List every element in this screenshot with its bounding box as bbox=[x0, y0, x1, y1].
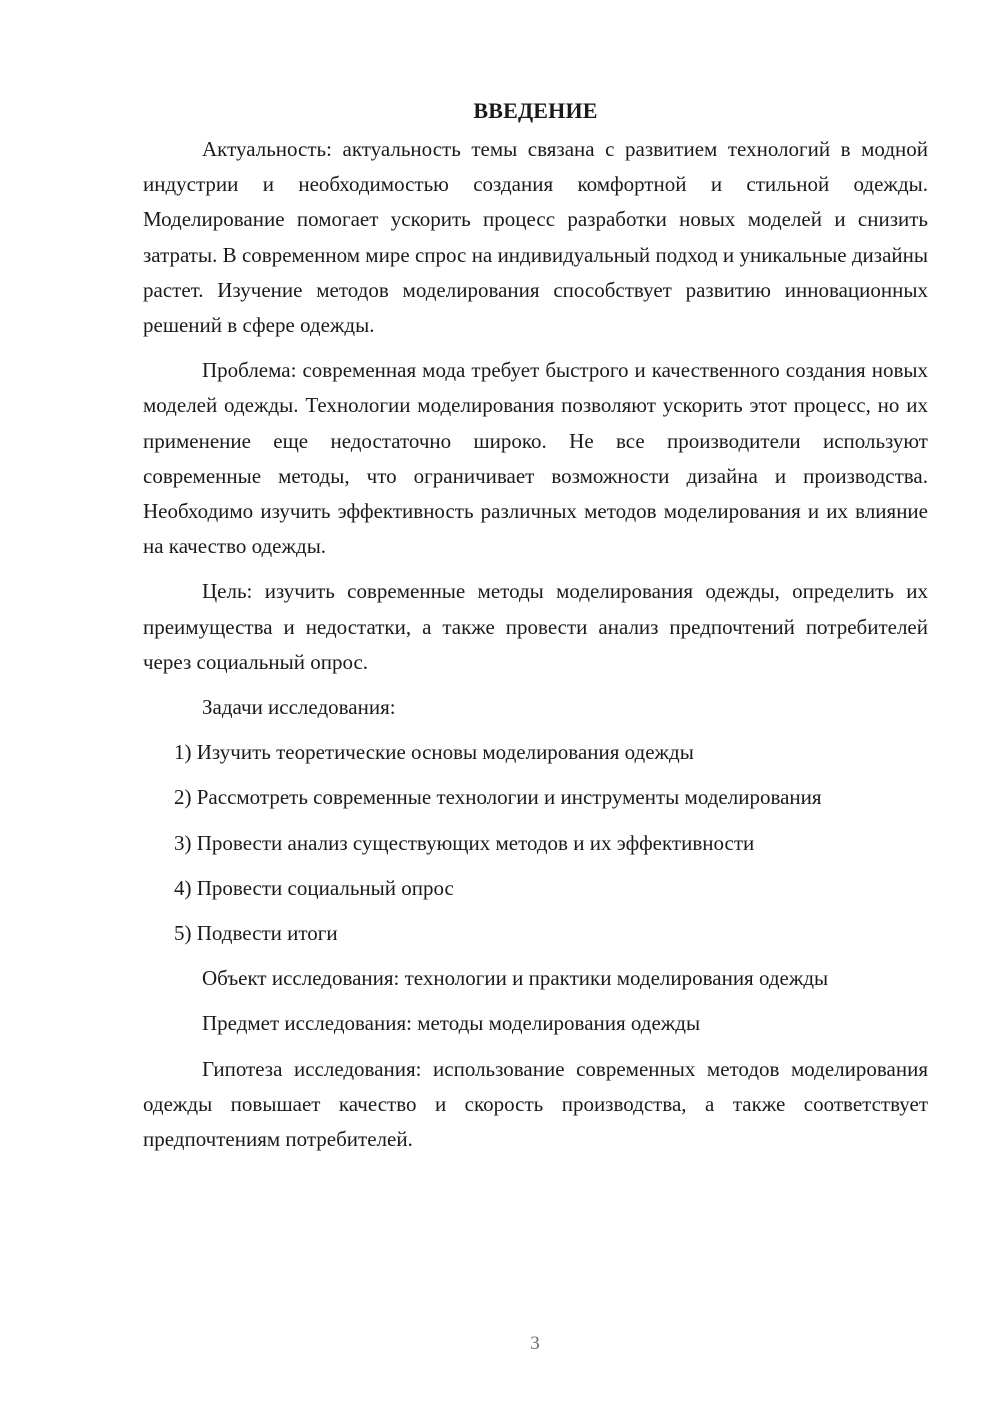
page-number: 3 bbox=[530, 1333, 540, 1354]
subject-paragraph: Предмет исследования: методы моделирования одежды bbox=[202, 1011, 701, 1036]
document-page bbox=[143, 96, 928, 1167]
problem-paragraph: Проблема: современная мода требует быстрого и качественного создания новых моделей одежды. Технологии моделирования позволяют ускорить этот процесс, но их применение еще недостаточно широко. Не все производители используют современные методы, что ограничивает возможности дизайна и производства. Необходимо изучить эффективность различных методов моделирования и их влияние на качество одежды. bbox=[143, 358, 928, 559]
page-title: ВВЕДЕНИЕ bbox=[473, 98, 598, 123]
tasks-heading: Задачи исследования: bbox=[202, 695, 396, 720]
hypothesis-paragraph: Гипотеза исследования: использование современных методов моделирования одежды повышает качество и скорость производства, а также соответствует предпочтениям потребителей. bbox=[143, 1056, 928, 1152]
goal-paragraph: Цель: изучить современные методы моделирования одежды, определить их преимущества и недостатки, а также провести анализ предпочтений потребителей через социальный опрос. bbox=[143, 579, 928, 674]
task-item-5: 5) Подвести итоги bbox=[174, 921, 338, 946]
task-item-2: 2) Рассмотреть современные технологии и инструменты моделирования bbox=[174, 785, 822, 810]
task-item-3: 3) Провести анализ существующих методов и их эффективности bbox=[174, 830, 755, 855]
task-item-1: 1) Изучить теоретические основы моделирования одежды bbox=[174, 740, 694, 765]
relevance-paragraph: Актуальность: актуальность темы связана с развитием технологий в модной индустрии и необходимостью создания комфортной и стильной одежды. Моделирование помогает ускорить процесс разработки новых моделей и снизить затраты. В современном мире спрос на индивидуальный подход и уникальные дизайны растет. Изучение методов моделирования способствует развитию инновационных решений в сфере одежды. bbox=[143, 137, 928, 338]
object-paragraph: Объект исследования: технологии и практики моделирования одежды bbox=[202, 966, 829, 991]
task-item-4: 4) Провести социальный опрос bbox=[174, 875, 454, 900]
